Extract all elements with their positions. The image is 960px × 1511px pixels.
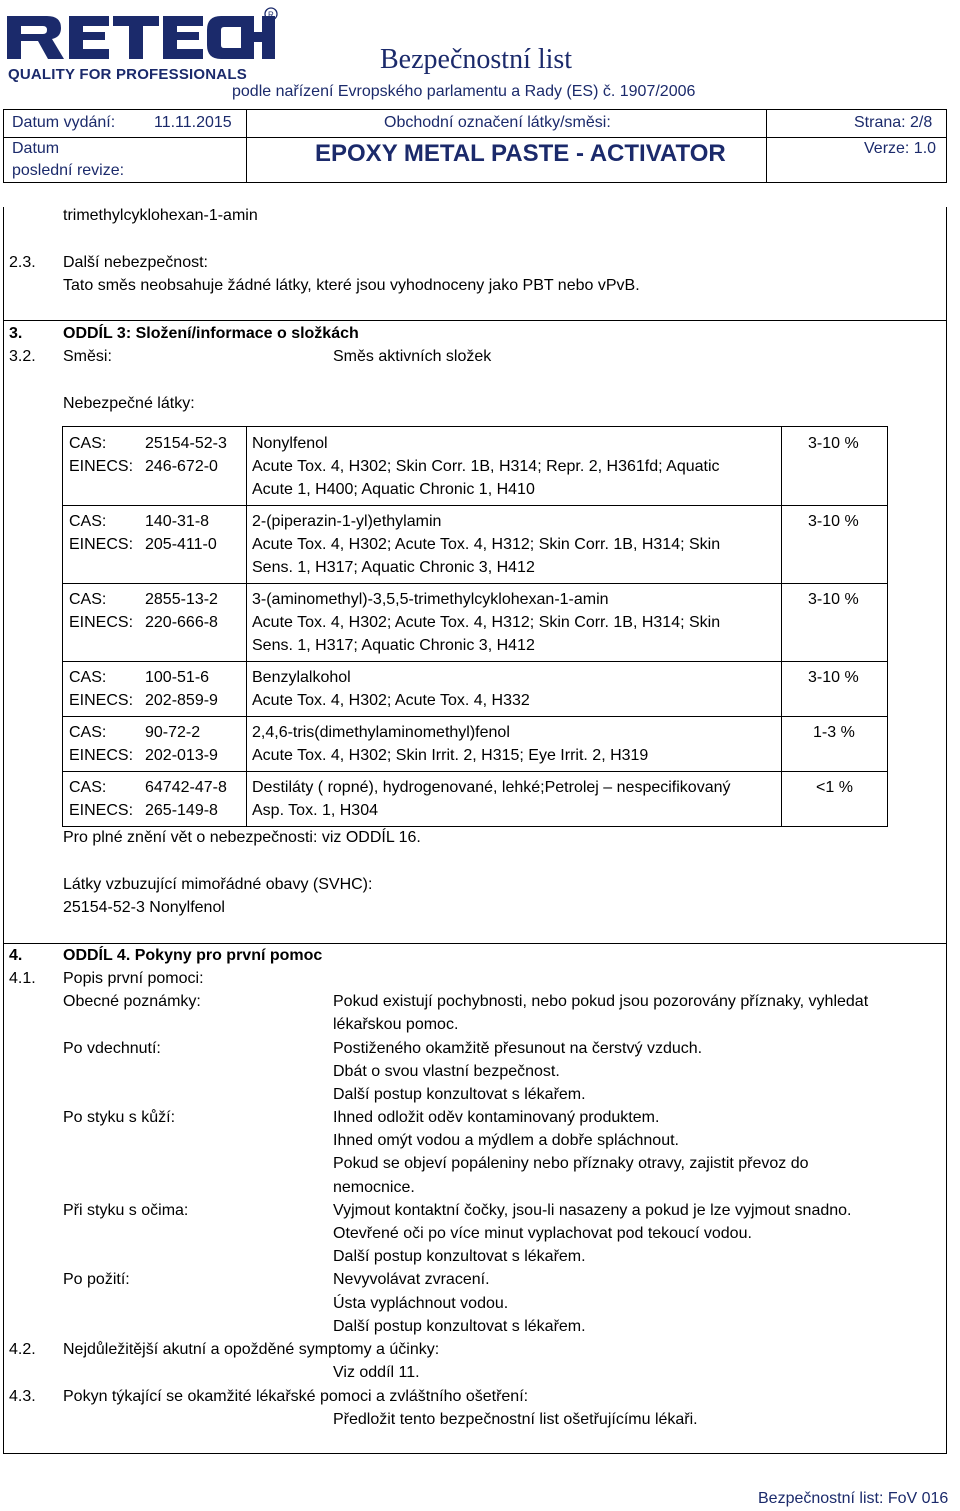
concentration: 3-10 % <box>808 591 859 608</box>
svhc-label: Látky vzbuzující mimořádné obavy (SVHC): <box>63 876 373 893</box>
hazard-line: Acute Tox. 4, H302; Acute Tox. 4, H312; Skin Corr. 1B, H314; Skin <box>252 614 721 631</box>
inhalation-line: Postiženého okamžitě přesunout na čerstvý vzduch. <box>333 1040 703 1057</box>
skin-contact-line: Ihned omýt vodou a mýdlem a dobře spláchnout. <box>333 1132 679 1149</box>
section-2-3-title: Další nebezpečnost: <box>63 254 208 271</box>
logo-tagline: QUALITY FOR PROFESSIONALS <box>8 66 247 83</box>
document-title: Bezpečnostní list <box>380 44 573 75</box>
eye-contact-label: Při styku s očima: <box>63 1202 189 1219</box>
product-name: EPOXY METAL PASTE - ACTIVATOR <box>315 140 726 167</box>
concentration: 3-10 % <box>808 513 859 530</box>
hazardous-substances-label: Nebezpečné látky: <box>63 395 195 412</box>
einecs-label: EINECS: <box>69 802 134 819</box>
footer-document-code: Bezpečnostní list: FoV 016 <box>758 1490 949 1507</box>
substance-name: 2,4,6-tris(dimethylaminomethyl)fenol <box>252 724 510 741</box>
cas-number: 2855-13-2 <box>145 591 218 608</box>
section-4-2-text: Viz oddíl 11. <box>333 1364 420 1381</box>
mixtures-label: Směsi: <box>63 348 112 365</box>
einecs-number: 202-859-9 <box>145 692 218 709</box>
section-4-2-title: Nejdůležitější akutní a opožděné symptomy a účinky: <box>63 1341 440 1358</box>
einecs-label: EINECS: <box>69 747 134 764</box>
concentration: <1 % <box>816 779 853 796</box>
revision-date-label-1: Datum <box>12 140 60 157</box>
concentration: 3-10 % <box>808 435 859 452</box>
cas-label: CAS: <box>69 435 107 452</box>
section-4-1-number: 4.1. <box>9 970 36 987</box>
cas-label: CAS: <box>69 669 107 686</box>
section-4-3-number: 4.3. <box>9 1388 36 1405</box>
general-notes-label: Obecné poznámky: <box>63 993 201 1010</box>
general-notes-line: Pokud existují pochybnosti, nebo pokud jsou pozorovány příznaky, vyhledat <box>333 993 869 1010</box>
einecs-number: 205-411-0 <box>145 536 217 553</box>
section-4-3-text: Předložit tento bezpečnostní list ošetřujícímu lékaři. <box>333 1411 698 1428</box>
eye-contact-line: Otevřené oči po více minut vyplachovat pod tekoucí vodou. <box>333 1225 752 1242</box>
trade-name-label: Obchodní označení látky/směsi: <box>384 114 611 131</box>
ingestion-line: Nevyvolávat zvracení. <box>333 1271 490 1288</box>
inhalation-label: Po vdechnutí: <box>63 1040 161 1057</box>
substance-name: Benzylalkohol <box>252 669 351 686</box>
retech-logo-mark <box>3 6 278 66</box>
skin-contact-line: Pokud se objeví popáleniny nebo příznaky otravy, zajistit převoz do <box>333 1155 809 1172</box>
header-table <box>3 109 947 183</box>
svg-text:R: R <box>268 10 274 20</box>
skin-contact-line: nemocnice. <box>333 1179 415 1196</box>
cas-label: CAS: <box>69 513 107 530</box>
skin-contact-line: Ihned odložit oděv kontaminovaný produktem. <box>333 1109 660 1126</box>
section-4-title: ODDÍL 4. Pokyny pro první pomoc <box>63 947 323 964</box>
section-4-3-title: Pokyn týkající se okamžité lékařské pomoci a zvláštního ošetření: <box>63 1388 529 1405</box>
section-4-1-title: Popis první pomoci: <box>63 970 204 987</box>
substance-name: Destiláty ( ropné), hydrogenované, lehké;Petrolej – nespecifikovaný <box>252 779 731 796</box>
substance-name: Nonylfenol <box>252 435 328 452</box>
cas-label: CAS: <box>69 779 107 796</box>
version-label: Verze: 1.0 <box>864 140 937 157</box>
page-number: Strana: 2/8 <box>854 114 933 131</box>
concentration: 3-10 % <box>808 669 859 686</box>
hazard-line: Acute Tox. 4, H302; Skin Irrit. 2, H315; Eye Irrit. 2, H319 <box>252 747 649 764</box>
hazard-line: Acute Tox. 4, H302; Skin Corr. 1B, H314; Repr. 2, H361fd; Aquatic <box>252 458 720 475</box>
skin-contact-label: Po styku s kůží: <box>63 1109 176 1126</box>
hazard-line: Asp. Tox. 1, H304 <box>252 802 378 819</box>
issue-date-label: Datum vydání: <box>12 114 116 131</box>
cas-number: 140-31-8 <box>145 513 210 530</box>
einecs-label: EINECS: <box>69 458 134 475</box>
cas-number: 64742-47-8 <box>145 779 227 796</box>
issue-date-value: 11.11.2015 <box>154 114 232 131</box>
ingestion-label: Po požití: <box>63 1271 130 1288</box>
continued-substance-name: trimethylcyklohexan-1-amin <box>63 207 258 224</box>
einecs-number: 246-672-0 <box>145 458 218 475</box>
ingestion-line: Další postup konzultovat s lékařem. <box>333 1318 586 1335</box>
section-3-title: ODDÍL 3: Složení/informace o složkách <box>63 325 359 342</box>
company-logo <box>3 6 278 82</box>
inhalation-line: Další postup konzultovat s lékařem. <box>333 1086 586 1103</box>
cas-label: CAS: <box>69 591 107 608</box>
eye-contact-line: Další postup konzultovat s lékařem. <box>333 1248 586 1265</box>
eye-contact-line: Vyjmout kontaktní čočky, jsou-li nasazeny a pokud je lze vyjmout snadno. <box>333 1202 852 1219</box>
einecs-label: EINECS: <box>69 614 134 631</box>
einecs-label: EINECS: <box>69 692 134 709</box>
cas-number: 90-72-2 <box>145 724 201 741</box>
document-subtitle: podle nařízení Evropského parlamentu a Rady (ES) č. 1907/2006 <box>232 83 696 100</box>
cas-number: 25154-52-3 <box>145 435 227 452</box>
section-2-3-text: Tato směs neobsahuje žádné látky, které jsou vyhodnoceny jako PBT nebo vPvB. <box>63 277 640 294</box>
inhalation-line: Dbát o svou vlastní bezpečnost. <box>333 1063 560 1080</box>
substance-name: 3-(aminomethyl)-3,5,5-trimethylcyklohexan-1-amin <box>252 591 609 608</box>
hazard-line: Acute Tox. 4, H302; Acute Tox. 4, H332 <box>252 692 530 709</box>
cas-number: 100-51-6 <box>145 669 210 686</box>
einecs-number: 202-013-9 <box>145 747 218 764</box>
substance-name: 2-(piperazin-1-yl)ethylamin <box>252 513 442 530</box>
section-3-2-number: 3.2. <box>9 348 36 365</box>
section-2-3-number: 2.3. <box>9 254 36 271</box>
section-3-number: 3. <box>9 325 23 342</box>
section-4-number: 4. <box>9 947 23 964</box>
full-text-note: Pro plné znění vět o nebezpečnosti: viz ODDÍL 16. <box>63 829 421 846</box>
einecs-number: 265-149-8 <box>145 802 218 819</box>
cas-label: CAS: <box>69 724 107 741</box>
hazard-line: Acute 1, H400; Aquatic Chronic 1, H410 <box>252 481 535 498</box>
einecs-number: 220-666-8 <box>145 614 218 631</box>
hazard-line: Acute Tox. 4, H302; Acute Tox. 4, H312; Skin Corr. 1B, H314; Skin <box>252 536 721 553</box>
concentration: 1-3 % <box>813 724 855 741</box>
revision-date-label-2: poslední revize: <box>12 162 125 179</box>
mixtures-value: Směs aktivních složek <box>333 348 492 365</box>
general-notes-line: lékařskou pomoc. <box>333 1016 459 1033</box>
hazard-line: Sens. 1, H317; Aquatic Chronic 3, H412 <box>252 559 535 576</box>
hazard-line: Sens. 1, H317; Aquatic Chronic 3, H412 <box>252 637 535 654</box>
ingestion-line: Ústa vypláchnout vodou. <box>333 1295 509 1312</box>
hazardous-substances-table <box>62 426 888 827</box>
einecs-label: EINECS: <box>69 536 134 553</box>
svhc-value: 25154-52-3 Nonylfenol <box>63 899 225 916</box>
section-4-2-number: 4.2. <box>9 1341 36 1358</box>
